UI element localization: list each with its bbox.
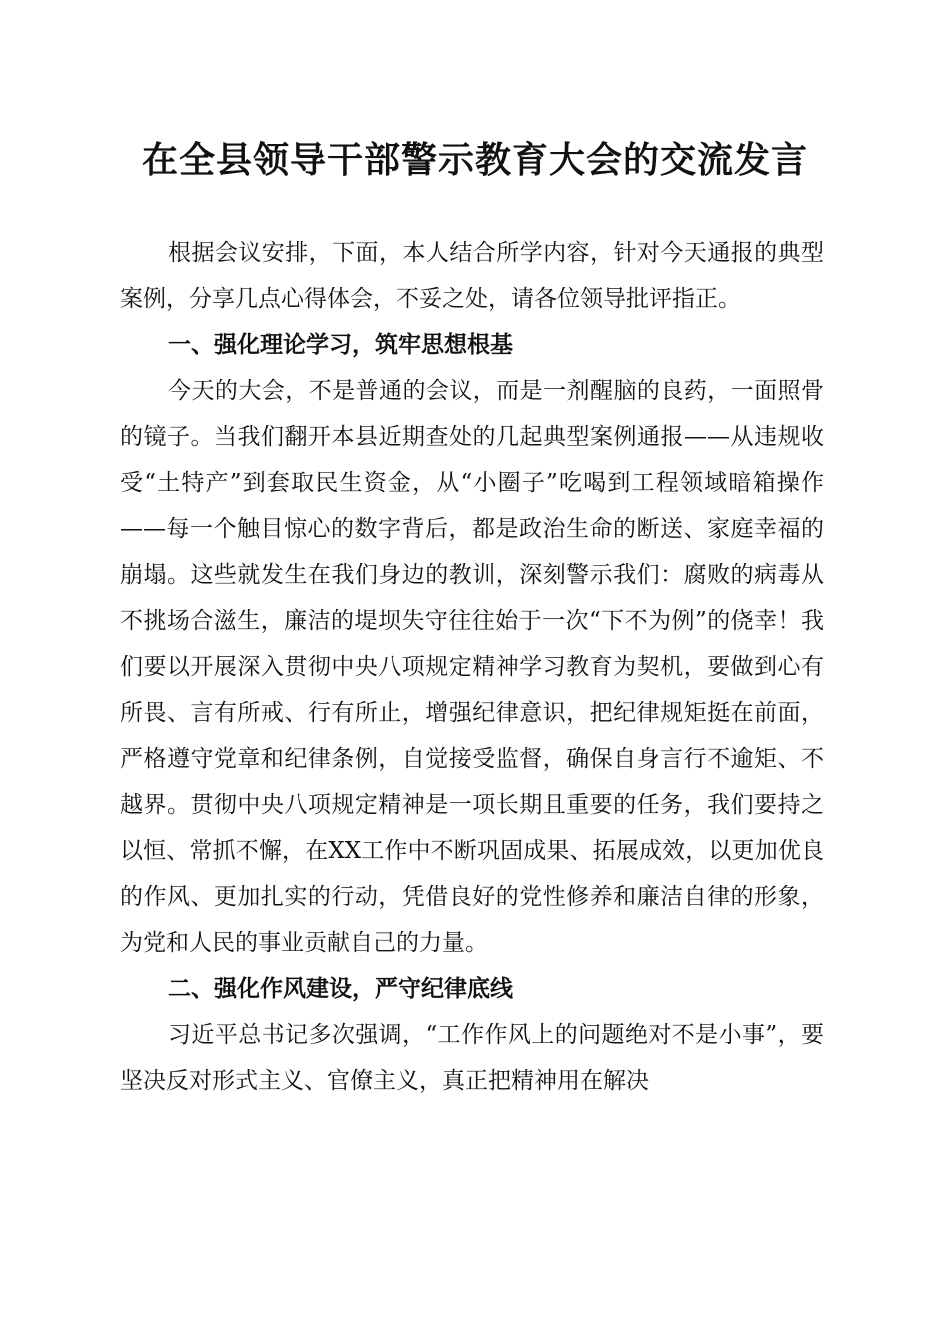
intro-paragraph: 根据会议安排，下面，本人结合所学内容，针对今天通报的典型案例，分享几点心得体会，不妥之处，请各位领导批评指正。 [120,240,824,312]
section-heading-1: 一、强化理论学习，筑牢思想根基 [168,332,513,358]
document-title: 在全县领导干部警示教育大会的交流发言 [141,139,808,181]
section-paragraph-2: 习近平总书记多次强调，“工作作风上的问题绝对不是小事”，要坚决反对形式主义、官僚主义，真正把精神用在解决 [120,1022,824,1094]
document-body [120,230,824,1104]
section-heading-2: 二、强化作风建设，严守纪律底线 [168,976,513,1002]
section-paragraph-1: 今天的大会，不是普通的会议，而是一剂醒脑的良药，一面照骨的镜子。当我们翻开本县近期查处的几起典型案例通报——从违规收受“土特产”到套取民生资金，从“小圈子”吃喝到工程领域暗箱操作——每一个触目惊心的数字背后，都是政治生命的断送、家庭幸福的崩塌。这些就发生在我们身边的教训，深刻警示我们：腐败的病毒从不挑场合滋生，廉洁的堤坝失守往往始于一次“下不为例”的侥幸！我们要以开展深入贯彻中央八项规定精神学习教育为契机，要做到心有所畏、言有所戒、行有所止，增强纪律意识，把纪律规矩挺在前面，严格遵守党章和纪律条例，自觉接受监督，确保自身言行不逾矩、不越界。贯彻中央八项规定精神是一项长期且重要的任务，我们要持之以恒、常抓不懈，在XX工作中不断巩固成果、拓展成效，以更加优良的作风、更加扎实的行动，凭借良好的党性修养和廉洁自律的形象，为党和人民的事业贡献自己的力量。 [120,378,824,956]
